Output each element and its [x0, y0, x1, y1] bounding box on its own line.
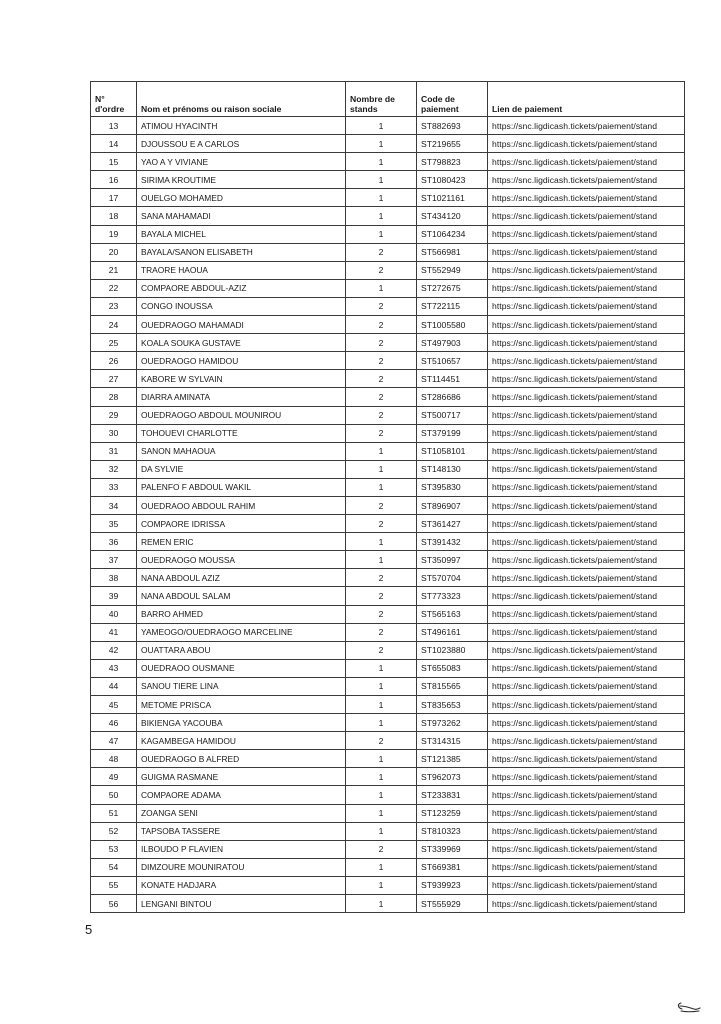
- row-code-cell: ST565163: [417, 605, 488, 623]
- table-row: [91, 406, 685, 424]
- row-order-cell: 54: [91, 858, 137, 876]
- row-link-cell: https://snc.ligdicash.tickets/paiement/stand: [488, 768, 685, 786]
- row-count-cell: 1: [346, 804, 417, 822]
- row-code-cell: ST815565: [417, 677, 488, 695]
- row-order-cell: 36: [91, 533, 137, 551]
- row-code-cell: ST233831: [417, 786, 488, 804]
- row-count-cell: 1: [346, 117, 417, 135]
- row-link-cell: https://snc.ligdicash.tickets/paiement/stand: [488, 551, 685, 569]
- table-row: [91, 696, 685, 714]
- row-code-cell: ST1080423: [417, 171, 488, 189]
- row-link-cell: https://snc.ligdicash.tickets/paiement/stand: [488, 153, 685, 171]
- row-order-cell: 19: [91, 225, 137, 243]
- table-row: [91, 153, 685, 171]
- row-code-cell: ST555929: [417, 895, 488, 913]
- header-code: [417, 82, 488, 117]
- row-link-cell: https://snc.ligdicash.tickets/paiement/stand: [488, 659, 685, 677]
- row-count-cell: 1: [346, 876, 417, 894]
- header-code-label: Code de paiement: [421, 94, 459, 114]
- row-count-cell: 2: [346, 370, 417, 388]
- row-order-cell: 24: [91, 316, 137, 334]
- row-order-cell: 26: [91, 352, 137, 370]
- row-code-cell: ST655083: [417, 659, 488, 677]
- row-count-cell: 2: [346, 243, 417, 261]
- table-header-row: [91, 82, 685, 117]
- table-row: [91, 496, 685, 514]
- table-row: [91, 840, 685, 858]
- row-link-cell: https://snc.ligdicash.tickets/paiement/stand: [488, 279, 685, 297]
- row-link-cell: https://snc.ligdicash.tickets/paiement/stand: [488, 406, 685, 424]
- row-link-cell: https://snc.ligdicash.tickets/paiement/stand: [488, 750, 685, 768]
- row-order-cell: 48: [91, 750, 137, 768]
- row-name-cell: COMPAORE ADAMA: [137, 786, 346, 804]
- row-order-cell: 30: [91, 424, 137, 442]
- row-name-cell: DA SYLVIE: [137, 460, 346, 478]
- row-code-cell: ST962073: [417, 768, 488, 786]
- row-link-cell: https://snc.ligdicash.tickets/paiement/stand: [488, 297, 685, 315]
- row-order-cell: 13: [91, 117, 137, 135]
- row-name-cell: DIARRA AMINATA: [137, 388, 346, 406]
- row-code-cell: ST339969: [417, 840, 488, 858]
- row-count-cell: 2: [346, 406, 417, 424]
- row-name-cell: SANON MAHAOUA: [137, 442, 346, 460]
- row-order-cell: 23: [91, 297, 137, 315]
- row-order-cell: 37: [91, 551, 137, 569]
- row-code-cell: ST798823: [417, 153, 488, 171]
- row-count-cell: 1: [346, 153, 417, 171]
- table-row: [91, 135, 685, 153]
- row-link-cell: https://snc.ligdicash.tickets/paiement/stand: [488, 605, 685, 623]
- row-count-cell: 2: [346, 496, 417, 514]
- row-order-cell: 44: [91, 677, 137, 695]
- row-code-cell: ST669381: [417, 858, 488, 876]
- row-link-cell: https://snc.ligdicash.tickets/paiement/stand: [488, 370, 685, 388]
- row-name-cell: OUEDRAOO OUSMANE: [137, 659, 346, 677]
- table-row: [91, 587, 685, 605]
- table-row: [91, 876, 685, 894]
- row-name-cell: DIMZOURE MOUNIRATOU: [137, 858, 346, 876]
- row-code-cell: ST773323: [417, 587, 488, 605]
- row-order-cell: 45: [91, 696, 137, 714]
- row-link-cell: https://snc.ligdicash.tickets/paiement/stand: [488, 207, 685, 225]
- row-order-cell: 14: [91, 135, 137, 153]
- row-order-cell: 28: [91, 388, 137, 406]
- row-code-cell: ST882693: [417, 117, 488, 135]
- row-name-cell: BARRO AHMED: [137, 605, 346, 623]
- row-code-cell: ST1005580: [417, 316, 488, 334]
- row-code-cell: ST722115: [417, 297, 488, 315]
- row-link-cell: https://snc.ligdicash.tickets/paiement/stand: [488, 334, 685, 352]
- signature-initials-icon: [672, 1000, 702, 1016]
- row-count-cell: 2: [346, 352, 417, 370]
- table-row: [91, 804, 685, 822]
- row-name-cell: OUEDRAOGO HAMIDOU: [137, 352, 346, 370]
- row-name-cell: BAYALA/SANON ELISABETH: [137, 243, 346, 261]
- table-row: [91, 442, 685, 460]
- row-name-cell: METOME PRISCA: [137, 696, 346, 714]
- table-row: [91, 370, 685, 388]
- row-order-cell: 27: [91, 370, 137, 388]
- row-order-cell: 21: [91, 261, 137, 279]
- row-code-cell: ST896907: [417, 496, 488, 514]
- row-count-cell: 1: [346, 171, 417, 189]
- table-row: [91, 515, 685, 533]
- row-code-cell: ST500717: [417, 406, 488, 424]
- row-order-cell: 46: [91, 714, 137, 732]
- table-row: [91, 171, 685, 189]
- row-count-cell: 1: [346, 858, 417, 876]
- row-count-cell: 1: [346, 478, 417, 496]
- row-order-cell: 52: [91, 822, 137, 840]
- row-name-cell: PALENFO F ABDOUL WAKIL: [137, 478, 346, 496]
- row-order-cell: 47: [91, 732, 137, 750]
- row-name-cell: NANA ABDOUL SALAM: [137, 587, 346, 605]
- row-count-cell: 1: [346, 189, 417, 207]
- row-count-cell: 1: [346, 551, 417, 569]
- row-link-cell: https://snc.ligdicash.tickets/paiement/stand: [488, 840, 685, 858]
- row-name-cell: OUEDRAOGO B ALFRED: [137, 750, 346, 768]
- stand-payment-table: [90, 81, 685, 913]
- row-name-cell: LENGANI BINTOU: [137, 895, 346, 913]
- row-count-cell: 1: [346, 225, 417, 243]
- row-order-cell: 17: [91, 189, 137, 207]
- row-order-cell: 15: [91, 153, 137, 171]
- table-row: [91, 551, 685, 569]
- row-name-cell: GUIGMA RASMANE: [137, 768, 346, 786]
- row-name-cell: KOALA SOUKA GUSTAVE: [137, 334, 346, 352]
- row-count-cell: 2: [346, 261, 417, 279]
- row-code-cell: ST510657: [417, 352, 488, 370]
- row-count-cell: 1: [346, 659, 417, 677]
- table-row: [91, 189, 685, 207]
- row-name-cell: SANA MAHAMADI: [137, 207, 346, 225]
- row-link-cell: https://snc.ligdicash.tickets/paiement/stand: [488, 533, 685, 551]
- table-row: [91, 623, 685, 641]
- row-count-cell: 2: [346, 424, 417, 442]
- row-link-cell: https://snc.ligdicash.tickets/paiement/stand: [488, 641, 685, 659]
- table-row: [91, 460, 685, 478]
- header-count: [346, 82, 417, 117]
- row-name-cell: ZOANGA SENI: [137, 804, 346, 822]
- row-code-cell: ST121385: [417, 750, 488, 768]
- row-count-cell: 1: [346, 135, 417, 153]
- table-row: [91, 858, 685, 876]
- row-order-cell: 50: [91, 786, 137, 804]
- row-link-cell: https://snc.ligdicash.tickets/paiement/stand: [488, 515, 685, 533]
- row-code-cell: ST350997: [417, 551, 488, 569]
- row-code-cell: ST835653: [417, 696, 488, 714]
- row-count-cell: 1: [346, 460, 417, 478]
- row-link-cell: https://snc.ligdicash.tickets/paiement/stand: [488, 858, 685, 876]
- row-order-cell: 51: [91, 804, 137, 822]
- table-body: [91, 117, 685, 913]
- row-name-cell: ATIMOU HYACINTH: [137, 117, 346, 135]
- row-order-cell: 22: [91, 279, 137, 297]
- row-count-cell: 2: [346, 605, 417, 623]
- row-name-cell: SIRIMA KROUTIME: [137, 171, 346, 189]
- row-name-cell: ILBOUDO P FLAVIEN: [137, 840, 346, 858]
- row-order-cell: 31: [91, 442, 137, 460]
- table-row: [91, 786, 685, 804]
- row-name-cell: TOHOUEVI CHARLOTTE: [137, 424, 346, 442]
- row-code-cell: ST570704: [417, 569, 488, 587]
- table-row: [91, 225, 685, 243]
- table-row: [91, 533, 685, 551]
- row-order-cell: 32: [91, 460, 137, 478]
- row-link-cell: https://snc.ligdicash.tickets/paiement/stand: [488, 117, 685, 135]
- table-row: [91, 334, 685, 352]
- row-name-cell: KABORE W SYLVAIN: [137, 370, 346, 388]
- row-name-cell: OUEDRAOGO MAHAMADI: [137, 316, 346, 334]
- row-code-cell: ST552949: [417, 261, 488, 279]
- row-count-cell: 2: [346, 587, 417, 605]
- table-row: [91, 424, 685, 442]
- row-name-cell: KONATE HADJARA: [137, 876, 346, 894]
- table-row: [91, 605, 685, 623]
- row-code-cell: ST286686: [417, 388, 488, 406]
- row-count-cell: 1: [346, 768, 417, 786]
- row-name-cell: TAPSOBA TASSERE: [137, 822, 346, 840]
- table-row: [91, 261, 685, 279]
- row-link-cell: https://snc.ligdicash.tickets/paiement/stand: [488, 424, 685, 442]
- row-count-cell: 1: [346, 207, 417, 225]
- table-row: [91, 750, 685, 768]
- table-row: [91, 659, 685, 677]
- row-count-cell: 2: [346, 641, 417, 659]
- table-row: [91, 478, 685, 496]
- row-count-cell: 2: [346, 388, 417, 406]
- row-name-cell: TRAORE HAOUA: [137, 261, 346, 279]
- row-code-cell: ST114451: [417, 370, 488, 388]
- row-count-cell: 1: [346, 822, 417, 840]
- row-count-cell: 1: [346, 714, 417, 732]
- table-row: [91, 388, 685, 406]
- row-order-cell: 16: [91, 171, 137, 189]
- row-order-cell: 49: [91, 768, 137, 786]
- row-link-cell: https://snc.ligdicash.tickets/paiement/stand: [488, 388, 685, 406]
- row-code-cell: ST379199: [417, 424, 488, 442]
- row-link-cell: https://snc.ligdicash.tickets/paiement/stand: [488, 225, 685, 243]
- row-order-cell: 55: [91, 876, 137, 894]
- table-row: [91, 714, 685, 732]
- row-count-cell: 1: [346, 442, 417, 460]
- row-name-cell: OUEDRAOGO MOUSSA: [137, 551, 346, 569]
- row-code-cell: ST1023880: [417, 641, 488, 659]
- row-order-cell: 18: [91, 207, 137, 225]
- header-order: [91, 82, 137, 117]
- row-code-cell: ST1058101: [417, 442, 488, 460]
- row-name-cell: OUEDRAOGO ABDOUL MOUNIROU: [137, 406, 346, 424]
- row-name-cell: YAO A Y VIVIANE: [137, 153, 346, 171]
- row-order-cell: 20: [91, 243, 137, 261]
- header-order-label: N° d'ordre: [95, 94, 125, 114]
- row-link-cell: https://snc.ligdicash.tickets/paiement/stand: [488, 876, 685, 894]
- row-link-cell: https://snc.ligdicash.tickets/paiement/stand: [488, 569, 685, 587]
- row-order-cell: 53: [91, 840, 137, 858]
- row-link-cell: https://snc.ligdicash.tickets/paiement/stand: [488, 496, 685, 514]
- row-order-cell: 35: [91, 515, 137, 533]
- row-link-cell: https://snc.ligdicash.tickets/paiement/stand: [488, 442, 685, 460]
- row-name-cell: YAMEOGO/OUEDRAOGO MARCELINE: [137, 623, 346, 641]
- row-name-cell: OUELGO MOHAMED: [137, 189, 346, 207]
- row-count-cell: 1: [346, 533, 417, 551]
- header-name: Nom et prénoms ou raison sociale: [137, 82, 346, 117]
- row-link-cell: https://snc.ligdicash.tickets/paiement/stand: [488, 587, 685, 605]
- row-count-cell: 1: [346, 696, 417, 714]
- row-name-cell: COMPAORE ABDOUL-AZIZ: [137, 279, 346, 297]
- row-count-cell: 2: [346, 569, 417, 587]
- row-order-cell: 38: [91, 569, 137, 587]
- row-count-cell: 2: [346, 316, 417, 334]
- row-link-cell: https://snc.ligdicash.tickets/paiement/stand: [488, 189, 685, 207]
- table-row: [91, 768, 685, 786]
- table-row: [91, 117, 685, 135]
- table-row: [91, 569, 685, 587]
- row-code-cell: ST361427: [417, 515, 488, 533]
- row-name-cell: BIKIENGA YACOUBA: [137, 714, 346, 732]
- row-code-cell: ST496161: [417, 623, 488, 641]
- row-link-cell: https://snc.ligdicash.tickets/paiement/stand: [488, 460, 685, 478]
- row-count-cell: 2: [346, 297, 417, 315]
- row-link-cell: https://snc.ligdicash.tickets/paiement/stand: [488, 243, 685, 261]
- row-order-cell: 34: [91, 496, 137, 514]
- row-link-cell: https://snc.ligdicash.tickets/paiement/stand: [488, 171, 685, 189]
- row-code-cell: ST566981: [417, 243, 488, 261]
- row-code-cell: ST395830: [417, 478, 488, 496]
- row-link-cell: https://snc.ligdicash.tickets/paiement/stand: [488, 732, 685, 750]
- row-order-cell: 39: [91, 587, 137, 605]
- row-code-cell: ST219655: [417, 135, 488, 153]
- row-link-cell: https://snc.ligdicash.tickets/paiement/stand: [488, 714, 685, 732]
- row-link-cell: https://snc.ligdicash.tickets/paiement/stand: [488, 352, 685, 370]
- row-code-cell: ST497903: [417, 334, 488, 352]
- row-link-cell: https://snc.ligdicash.tickets/paiement/stand: [488, 822, 685, 840]
- row-order-cell: 40: [91, 605, 137, 623]
- row-count-cell: 1: [346, 750, 417, 768]
- row-count-cell: 1: [346, 279, 417, 297]
- row-code-cell: ST314315: [417, 732, 488, 750]
- table-row: [91, 641, 685, 659]
- table-row: [91, 677, 685, 695]
- table-row: [91, 316, 685, 334]
- row-count-cell: 1: [346, 895, 417, 913]
- row-code-cell: ST973262: [417, 714, 488, 732]
- row-count-cell: 2: [346, 515, 417, 533]
- row-order-cell: 43: [91, 659, 137, 677]
- row-link-cell: https://snc.ligdicash.tickets/paiement/stand: [488, 696, 685, 714]
- row-count-cell: 2: [346, 334, 417, 352]
- row-link-cell: https://snc.ligdicash.tickets/paiement/stand: [488, 623, 685, 641]
- row-link-cell: https://snc.ligdicash.tickets/paiement/stand: [488, 677, 685, 695]
- row-link-cell: https://snc.ligdicash.tickets/paiement/stand: [488, 261, 685, 279]
- row-count-cell: 2: [346, 732, 417, 750]
- row-code-cell: ST1021161: [417, 189, 488, 207]
- row-code-cell: ST272675: [417, 279, 488, 297]
- row-order-cell: 42: [91, 641, 137, 659]
- row-order-cell: 25: [91, 334, 137, 352]
- row-count-cell: 1: [346, 677, 417, 695]
- row-link-cell: https://snc.ligdicash.tickets/paiement/stand: [488, 135, 685, 153]
- row-count-cell: 2: [346, 840, 417, 858]
- row-code-cell: ST1064234: [417, 225, 488, 243]
- row-link-cell: https://snc.ligdicash.tickets/paiement/stand: [488, 786, 685, 804]
- table-row: [91, 297, 685, 315]
- row-name-cell: KAGAMBEGA HAMIDOU: [137, 732, 346, 750]
- row-order-cell: 29: [91, 406, 137, 424]
- table-row: [91, 352, 685, 370]
- table-row: [91, 279, 685, 297]
- table-row: [91, 732, 685, 750]
- row-code-cell: ST391432: [417, 533, 488, 551]
- row-name-cell: COMPAORE IDRISSA: [137, 515, 346, 533]
- table-row: [91, 895, 685, 913]
- row-code-cell: ST434120: [417, 207, 488, 225]
- header-link: Lien de paiement: [488, 82, 685, 117]
- row-code-cell: ST939923: [417, 876, 488, 894]
- header-count-label: Nombre de stands: [350, 94, 395, 114]
- page-number: 5: [85, 922, 93, 937]
- row-name-cell: SANOU TIERE LINA: [137, 677, 346, 695]
- row-count-cell: 2: [346, 623, 417, 641]
- row-name-cell: REMEN ERIC: [137, 533, 346, 551]
- row-name-cell: CONGO INOUSSA: [137, 297, 346, 315]
- row-name-cell: DJOUSSOU E A CARLOS: [137, 135, 346, 153]
- row-name-cell: OUEDRAOO ABDOUL RAHIM: [137, 496, 346, 514]
- row-name-cell: OUATTARA ABOU: [137, 641, 346, 659]
- row-name-cell: NANA ABDOUL AZIZ: [137, 569, 346, 587]
- row-name-cell: BAYALA MICHEL: [137, 225, 346, 243]
- table-row: [91, 207, 685, 225]
- row-order-cell: 41: [91, 623, 137, 641]
- row-link-cell: https://snc.ligdicash.tickets/paiement/stand: [488, 316, 685, 334]
- row-code-cell: ST810323: [417, 822, 488, 840]
- row-link-cell: https://snc.ligdicash.tickets/paiement/stand: [488, 895, 685, 913]
- row-link-cell: https://snc.ligdicash.tickets/paiement/stand: [488, 804, 685, 822]
- row-count-cell: 1: [346, 786, 417, 804]
- row-order-cell: 56: [91, 895, 137, 913]
- row-code-cell: ST148130: [417, 460, 488, 478]
- row-order-cell: 33: [91, 478, 137, 496]
- row-code-cell: ST123259: [417, 804, 488, 822]
- table-row: [91, 822, 685, 840]
- row-link-cell: https://snc.ligdicash.tickets/paiement/stand: [488, 478, 685, 496]
- table-row: [91, 243, 685, 261]
